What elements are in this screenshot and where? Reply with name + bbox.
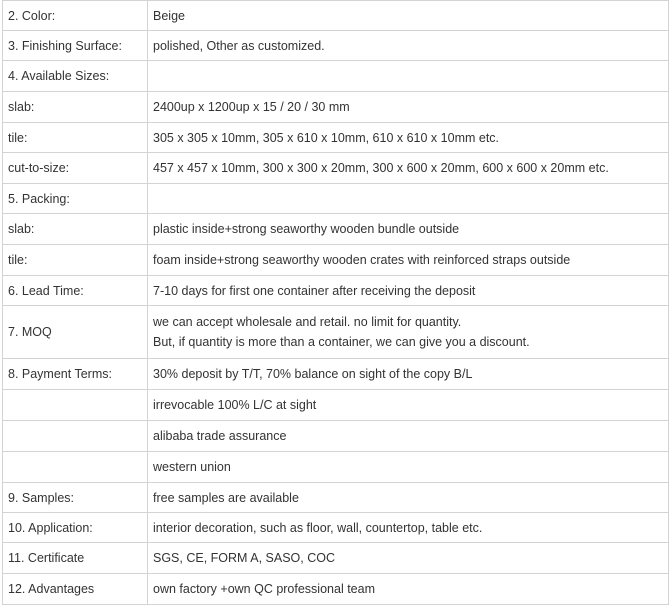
row-value: 7-10 days for first one container after receiving the deposit	[148, 276, 669, 306]
row-label: 4. Available Sizes:	[3, 61, 148, 92]
row-label: 7. MOQ	[3, 306, 148, 359]
row-value: polished, Other as customized.	[148, 31, 669, 61]
row-label: slab:	[3, 92, 148, 123]
row-label: 9. Samples:	[3, 483, 148, 513]
row-value: 457 x 457 x 10mm, 300 x 300 x 20mm, 300 x 600 x 20mm, 600 x 600 x 20mm etc.	[148, 153, 669, 184]
table-row	[3, 452, 669, 483]
row-value-line: we can accept wholesale and retail. no limit for quantity.	[153, 315, 462, 329]
row-label: 10. Application:	[3, 513, 148, 543]
row-value: SGS, CE, FORM A, SASO, COC	[148, 543, 669, 574]
row-value: free samples are available	[148, 483, 669, 513]
row-value	[148, 61, 669, 92]
row-value: plastic inside+strong seaworthy wooden bundle outside	[148, 214, 669, 245]
row-value: own factory +own QC professional team	[148, 574, 669, 605]
table-row	[3, 276, 669, 306]
table-row	[3, 92, 669, 123]
table-row	[3, 390, 669, 421]
table-row	[3, 513, 669, 543]
row-label: 5. Packing:	[3, 184, 148, 214]
row-label: 12. Advantages	[3, 574, 148, 605]
table-row	[3, 61, 669, 92]
table-row	[3, 153, 669, 184]
table-row	[3, 306, 669, 359]
row-label: tile:	[3, 123, 148, 153]
row-value	[148, 306, 669, 359]
row-value: foam inside+strong seaworthy wooden crates with reinforced straps outside	[148, 245, 669, 276]
row-value: interior decoration, such as floor, wall, countertop, table etc.	[148, 513, 669, 543]
table-row	[3, 31, 669, 61]
row-label: 8. Payment Terms:	[3, 359, 148, 390]
table-row	[3, 543, 669, 574]
table-row	[3, 214, 669, 245]
row-value: alibaba trade assurance	[148, 421, 669, 452]
row-label: tile:	[3, 245, 148, 276]
table-row	[3, 1, 669, 31]
table-row	[3, 245, 669, 276]
row-value-line: But, if quantity is more than a container, we can give you a discount.	[153, 335, 530, 349]
table-row	[3, 123, 669, 153]
row-value: 2400up x 1200up x 15 / 20 / 30 mm	[148, 92, 669, 123]
row-label: cut-to-size:	[3, 153, 148, 184]
table-row	[3, 574, 669, 605]
row-label: 6. Lead Time:	[3, 276, 148, 306]
row-value: irrevocable 100% L/C at sight	[148, 390, 669, 421]
row-label	[3, 390, 148, 421]
table-row	[3, 359, 669, 390]
table-row	[3, 184, 669, 214]
row-value: Beige	[148, 1, 669, 31]
table-row	[3, 421, 669, 452]
row-value: western union	[148, 452, 669, 483]
row-label: slab:	[3, 214, 148, 245]
product-spec-table	[2, 0, 669, 605]
row-value: 30% deposit by T/T, 70% balance on sight of the copy B/L	[148, 359, 669, 390]
row-label: 3. Finishing Surface:	[3, 31, 148, 61]
table-row	[3, 483, 669, 513]
row-value	[148, 184, 669, 214]
row-label: 11. Certificate	[3, 543, 148, 574]
row-label	[3, 452, 148, 483]
row-label: 2. Color:	[3, 1, 148, 31]
row-label	[3, 421, 148, 452]
row-value: 305 x 305 x 10mm, 305 x 610 x 10mm, 610 x 610 x 10mm etc.	[148, 123, 669, 153]
